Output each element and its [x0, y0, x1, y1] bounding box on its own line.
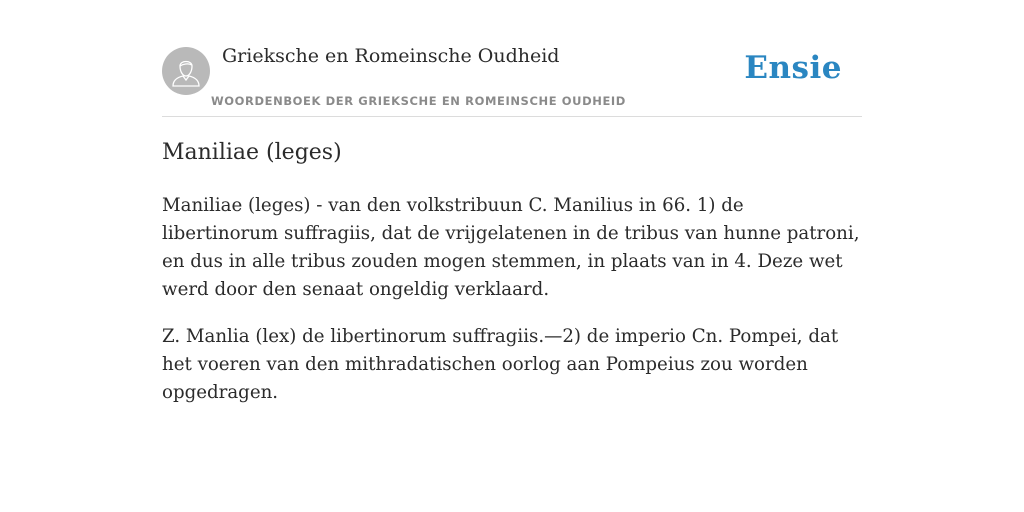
entry-body: [162, 192, 862, 426]
entry-paragraph: Z. Manlia (lex) de libertinorum suffragiis.—2) de imperio Cn. Pompei, dat het voeren van den mithradatischen oorlog aan Pompeius zou worden opgedragen.: [162, 326, 839, 403]
entry-title: Maniliae (leges): [162, 140, 342, 165]
user-avatar-icon[interactable]: [162, 47, 210, 95]
entry-paragraph: Maniliae (leges) - van den volkstribuun C. Manilius in 66. 1) de libertinorum suffragiis, dat de vrijgelatenen in de tribus van hunne patroni, en dus in alle tribus zouden mogen stemmen, in plaats van in 4. Deze wet werd door den senaat ongeldig verklaard.: [162, 195, 860, 300]
brand-logo[interactable]: Ensie: [744, 50, 842, 86]
source-subtitle[interactable]: WOORDENBOEK DER GRIEKSCHE EN ROMEINSCHE OUDHEID: [211, 94, 626, 108]
source-title[interactable]: Grieksche en Romeinsche Oudheid: [222, 45, 560, 67]
source-header: [162, 0, 862, 117]
page-container: [162, 0, 862, 512]
